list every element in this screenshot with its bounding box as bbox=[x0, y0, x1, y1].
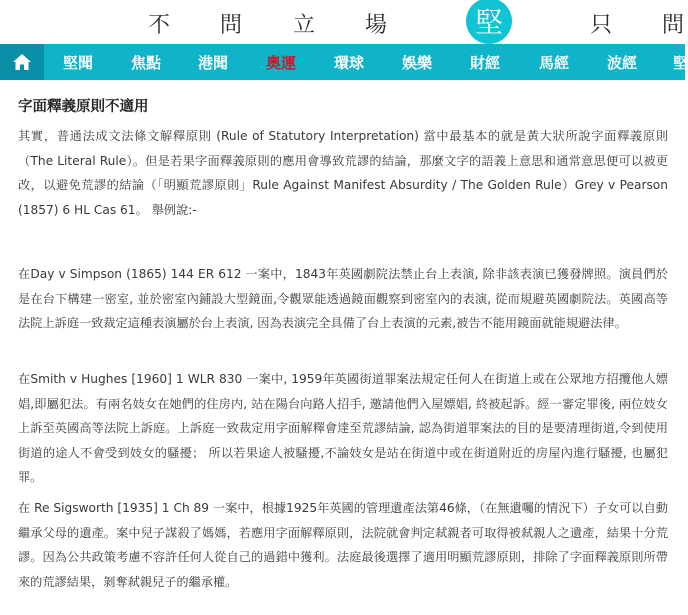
home-button[interactable] bbox=[0, 44, 44, 80]
section-heading: 字面釋義原則不適用 bbox=[18, 99, 149, 115]
site-logo[interactable] bbox=[466, 0, 512, 44]
main-nav bbox=[0, 44, 688, 80]
logo-text: 堅 bbox=[474, 6, 503, 39]
article-paragraph: 其實，普通法成文法條文解釋原則 (Rule of Statutory Interpretation) 當中最基本的就是黃大狀所說字面釋義原則（The Literal Rule）。但是若果字面釋義原則的應用會導致荒謬的結論，那麼文字的語義上意思和通常意思便可以被更改，以避免荒謬的結論（「明顯荒謬原則」Rule Against Manifest Absurdity / The Golden Rule）Grey v Pearson (1857) 6 HL Cas 61。 舉例說:- bbox=[18, 129, 668, 217]
slogan-char: 問 bbox=[662, 13, 685, 38]
slogan-char: 立 bbox=[293, 13, 316, 38]
nav-item-finance[interactable]: 財經 bbox=[470, 54, 501, 72]
article-paragraph: 在 Re Sigsworth [1935] 1 Ch 89 一案中，根據1925年英國的管理遺產法第46條，（在無遺囑的情況下）子女可以自動繼承父母的遺產。案中兒子謀殺了媽媽，若應用字面解釋原則，法院就會判定弒親者可取得被弒親人之遺產，結果十分荒謬。因為公共政策考慮不容許任何人從自己的過錯中獲利。法庭最後選擇了適用明顯荒謬原則，排除了字面釋義原則所帶來的荒謬結果，剝奪弒親兒子的繼承權。 bbox=[18, 501, 668, 589]
article-paragraph: 在Smith v Hughes [1960] 1 WLR 830 一案中, 1959年英國街道罪案法規定任何人在街道上或在公眾地方招攬他人嫖娼,即屬犯法。有兩名妓女在她們的住房内, 站在陽台向路人招手, 邀請他們入屋嫖娼, 終被起訴。經一審定罪後, 兩位妓女上訴至英國高等法院上訴庭。上訴庭一致裁定用字面解釋會達至荒謬結論, 認為街道罪案法的目的是要清理街道,令到使用街道的途人不會受到妓女的騷擾； 所以若果途人被騷擾,不論妓女是站在街道中或在街道附近的房屋內進行騷擾, 也屬犯罪。 bbox=[18, 372, 668, 484]
nav-item-focus[interactable]: 焦點 bbox=[131, 54, 162, 72]
site-header bbox=[0, 0, 685, 44]
slogan-char: 問 bbox=[220, 13, 243, 38]
slogan-char: 場 bbox=[365, 13, 388, 38]
nav-item-football[interactable]: 波經 bbox=[607, 54, 638, 72]
nav-item-olympics[interactable]: 奧運 bbox=[266, 54, 297, 72]
nav-item-more[interactable]: 堅 bbox=[673, 54, 688, 72]
article-paragraph: 在Day v Simpson (1865) 144 ER 612 一案中，1843年英國劇院法禁止台上表演, 除非該表演已獲發牌照。演員們於是在台下構建一密室, 並於密室內鋪設大型鏡面,令觀眾能透過鏡面觀察到密室內的表演, 從而規避英國劇院法。英國高等法院上訴庭一致裁定這種表演屬於台上表演, 因為表演完全具備了台上表演的元素,被告不能用鏡面就能規避法律。 bbox=[18, 267, 668, 330]
home-icon bbox=[12, 53, 32, 71]
nav-item-entertainment[interactable]: 娛樂 bbox=[402, 54, 433, 72]
slogan-char: 只 bbox=[590, 13, 613, 38]
nav-item-kinwen[interactable]: 堅聞 bbox=[63, 54, 94, 72]
slogan-char: 不 bbox=[148, 13, 171, 38]
nav-item-world[interactable]: 環球 bbox=[334, 54, 365, 72]
nav-item-hk-news[interactable]: 港聞 bbox=[198, 54, 229, 72]
nav-item-horse-racing[interactable]: 馬經 bbox=[539, 54, 570, 72]
